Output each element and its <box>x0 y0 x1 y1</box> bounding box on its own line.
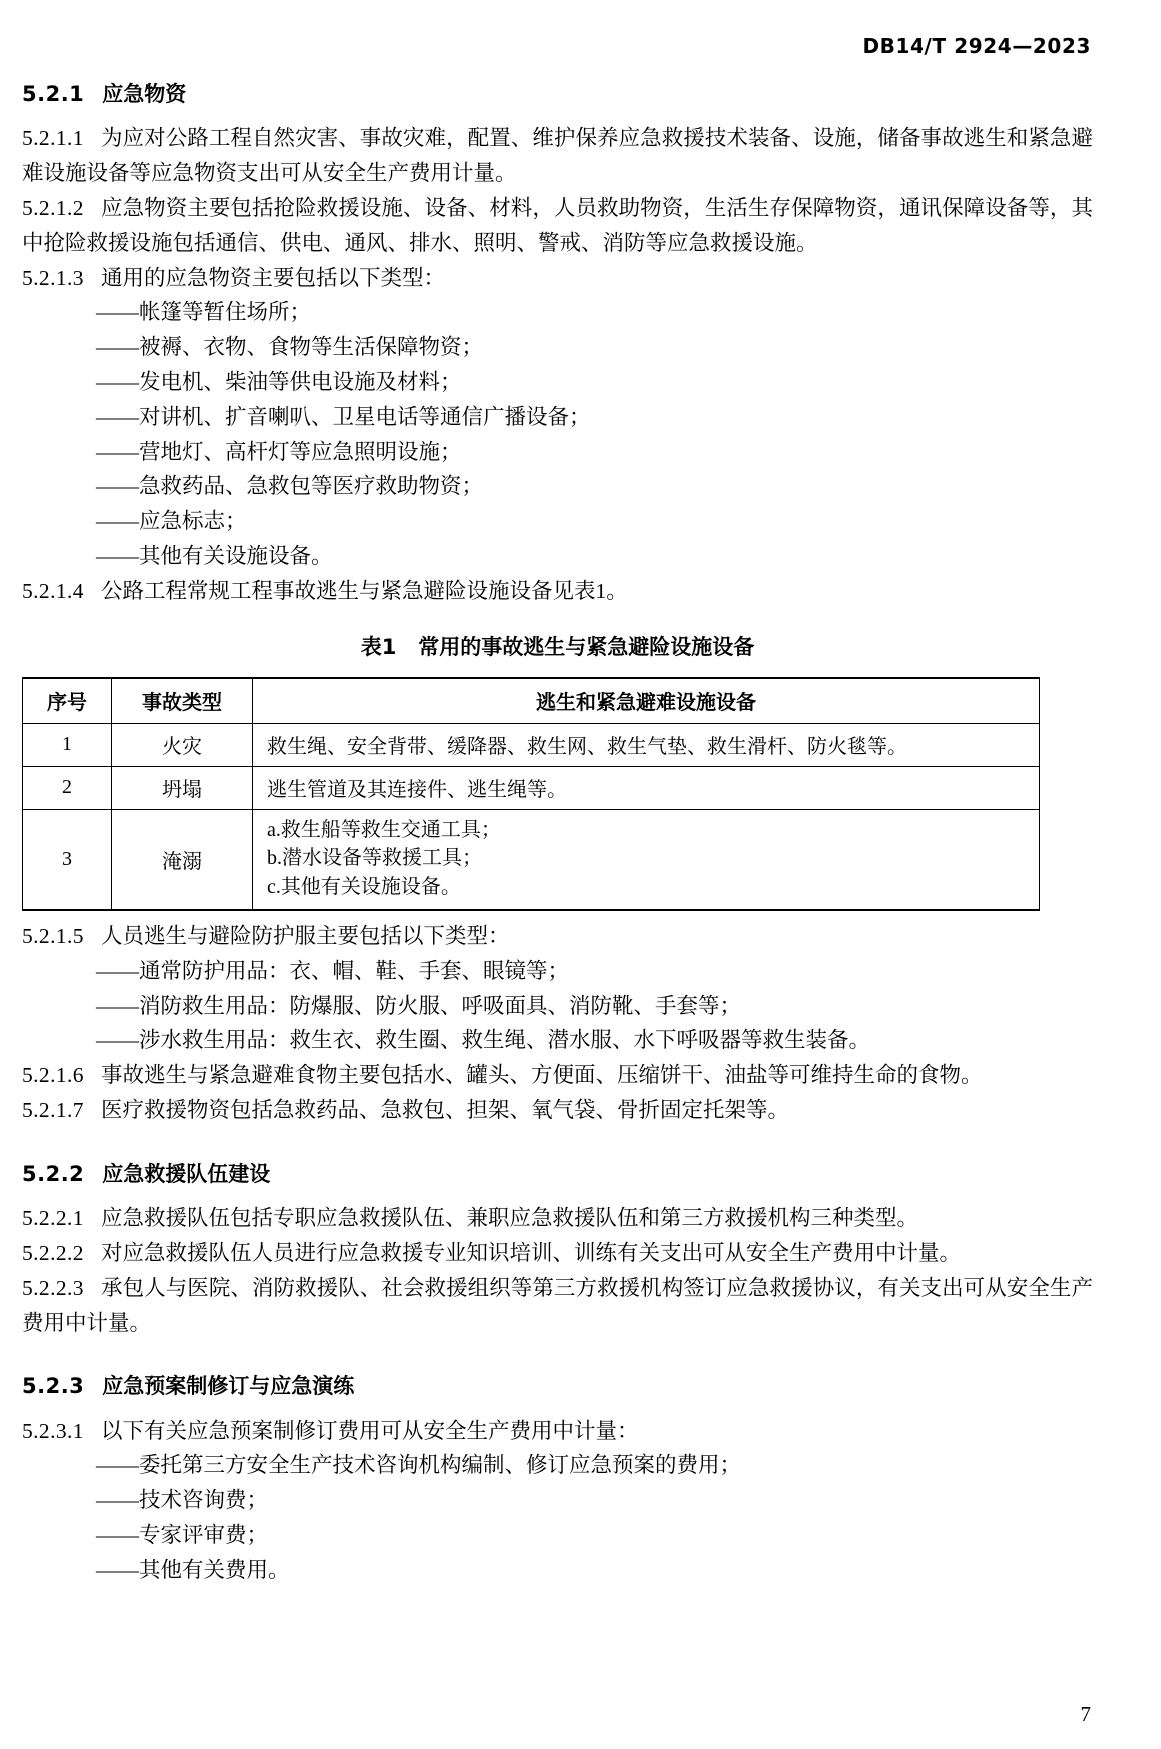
heading-5-2-1-title: 应急物资 <box>102 82 187 106</box>
paragraph-text: 以下有关应急预案制修订费用可从安全生产费用中计量： <box>100 1418 639 1443</box>
paragraph-5-2-1-6 <box>22 1058 1093 1093</box>
spacer <box>22 107 1093 121</box>
paragraph-number: 5.2.1.6 <box>22 1063 84 1088</box>
paragraph-number: 5.2.1.2 <box>22 195 84 220</box>
paragraph-number: 5.2.1.3 <box>22 265 84 290</box>
paragraph-number: 5.2.1.7 <box>22 1098 84 1123</box>
list-item: ——委托第三方安全生产技术咨询机构编制、修订应急预案的费用； <box>96 1453 742 1478</box>
table-1-caption-label: 表1 <box>360 634 397 659</box>
heading-5-2-1 <box>22 82 1093 107</box>
table-row <box>23 809 1040 910</box>
paragraph-5-2-1-7 <box>22 1093 1093 1128</box>
paragraph-5-2-3-1 <box>22 1414 1093 1449</box>
cell-type: 淹溺 <box>112 809 253 910</box>
heading-5-2-2-title: 应急救援队伍建设 <box>102 1161 271 1186</box>
page-header-standard-number: DB14/T 2924—2023 <box>862 34 1091 58</box>
paragraph-number: 5.2.2.3 <box>22 1275 84 1300</box>
cell-devices-line: c.其他有关设施设备。 <box>267 875 461 898</box>
paragraph-text: 通用的应急物资主要包括以下类型： <box>100 265 445 290</box>
heading-5-2-2-number: 5.2.2 <box>22 1161 85 1186</box>
column-header-type: 事故类型 <box>112 678 253 724</box>
list-item: ——应急标志； <box>96 509 247 534</box>
paragraph-5-2-1-2 <box>22 191 1093 261</box>
paragraph-5-2-1-4 <box>22 574 1093 609</box>
table-header-row <box>23 678 1040 724</box>
heading-5-2-3 <box>22 1374 1093 1399</box>
paragraph-text: 应急救援队伍包括专职应急救援队伍、兼职应急救援队伍和第三方救援机构三种类型。 <box>100 1206 918 1231</box>
paragraph-text: 事故逃生与紧急避难食物主要包括水、罐头、方便面、压缩饼干、油盐等可维持生命的食物。 <box>100 1063 983 1088</box>
paragraph-5-2-2-1 <box>22 1201 1093 1236</box>
list-item: ——消防救生用品：防爆服、防火服、呼吸面具、消防靴、手套等； <box>96 993 742 1018</box>
paragraph-text: 人员逃生与避险防护服主要包括以下类型： <box>100 923 510 948</box>
spacer <box>22 56 1093 82</box>
column-header-no: 序号 <box>23 678 112 724</box>
cell-type: 火灾 <box>112 723 253 766</box>
heading-5-2-3-title: 应急预案制修订与应急演练 <box>102 1374 355 1399</box>
list-item: ——其他有关设施设备。 <box>96 544 333 569</box>
cell-devices <box>253 809 1040 910</box>
cell-no: 1 <box>23 723 112 766</box>
paragraph-number: 5.2.1.4 <box>22 578 84 603</box>
cell-devices: 逃生管道及其连接件、逃生绳等。 <box>253 766 1040 809</box>
cell-devices-line: a.救生船等救生交通工具； <box>267 818 501 841</box>
paragraph-5-2-2-3 <box>22 1271 1093 1341</box>
list-item: ——通常防护用品：衣、帽、鞋、手套、眼镜等； <box>96 958 570 983</box>
paragraph-5-2-2-2 <box>22 1236 1093 1271</box>
paragraph-text: 对应急救援队伍人员进行应急救援专业知识培训、训练有关支出可从安全生产费用中计量。 <box>100 1240 961 1265</box>
paragraph-5-2-1-3 <box>22 261 1093 296</box>
heading-5-2-1-number: 5.2.1 <box>22 82 85 106</box>
paragraph-number: 5.2.3.1 <box>22 1418 84 1443</box>
paragraph-text: 应急物资主要包括抢险救援设施、设备、材料，人员救助物资，生活生存保障物资，通讯保障设备等，其中抢险救援设施包括通信、供电、通风、排水、照明、警戒、消防等应急救援设施。 <box>22 195 1093 255</box>
table-row <box>23 766 1040 809</box>
table-1-escape-devices <box>22 677 1040 911</box>
list-item: ——营地灯、高杆灯等应急照明设施； <box>96 439 462 464</box>
spacer <box>22 1187 1093 1201</box>
paragraph-number: 5.2.2.2 <box>22 1240 84 1265</box>
list-item: ——发电机、柴油等供电设施及材料； <box>96 369 462 394</box>
spacer <box>22 1128 1093 1162</box>
paragraph-5-2-1-5 <box>22 919 1093 954</box>
list-item: ——帐篷等暂住场所； <box>96 300 312 325</box>
paragraph-text: 公路工程常规工程事故逃生与紧急避险设施设备见表1。 <box>100 578 628 603</box>
list-item: ——对讲机、扩音喇叭、卫星电话等通信广播设备； <box>96 404 591 429</box>
list-item: ——技术咨询费； <box>96 1488 269 1513</box>
paragraph-number: 5.2.2.1 <box>22 1206 84 1231</box>
paragraph-5-2-1-1 <box>22 121 1093 191</box>
list-item: ——专家评审费； <box>96 1523 269 1548</box>
paragraph-number: 5.2.1.1 <box>22 126 84 151</box>
spacer <box>22 1340 1093 1374</box>
paragraph-text: 承包人与医院、消防救援队、社会救援组织等第三方救援机构签订应急救援协议，有关支出可从安全生产费用中计量。 <box>22 1275 1093 1335</box>
paragraph-text: 医疗救援物资包括急救药品、急救包、担架、氧气袋、骨折固定托架等。 <box>100 1098 789 1123</box>
paragraph-text: 为应对公路工程自然灾害、事故灾难，配置、维护保养应急救援技术装备、设施，储备事故逃生和紧急避难设施设备等应急物资支出可从安全生产费用计量。 <box>22 126 1093 186</box>
table-1-caption-title: 常用的事故逃生与紧急避险设施设备 <box>418 634 755 659</box>
list-item: ——急救药品、急救包等医疗救助物资； <box>96 474 484 499</box>
spacer <box>22 1400 1093 1414</box>
cell-type: 坍塌 <box>112 766 253 809</box>
cell-no: 2 <box>23 766 112 809</box>
heading-5-2-2 <box>22 1162 1093 1187</box>
list-item: ——涉水救生用品：救生衣、救生圈、救生绳、潜水服、水下呼吸器等救生装备。 <box>96 1028 871 1053</box>
table-1-caption <box>22 609 1093 677</box>
list-item: ——其他有关费用。 <box>96 1557 290 1582</box>
table-row <box>23 723 1040 766</box>
cell-no: 3 <box>23 809 112 910</box>
list-item: ——被褥、衣物、食物等生活保障物资； <box>96 335 484 360</box>
column-header-devices: 逃生和紧急避难设施设备 <box>253 678 1040 724</box>
cell-devices: 救生绳、安全背带、缓降器、救生网、救生气垫、救生滑杆、防火毯等。 <box>253 723 1040 766</box>
heading-5-2-3-number: 5.2.3 <box>22 1374 85 1399</box>
cell-devices-line: b.潜水设备等救援工具； <box>267 847 482 870</box>
page-number: 7 <box>1080 1702 1091 1726</box>
paragraph-number: 5.2.1.5 <box>22 923 84 948</box>
